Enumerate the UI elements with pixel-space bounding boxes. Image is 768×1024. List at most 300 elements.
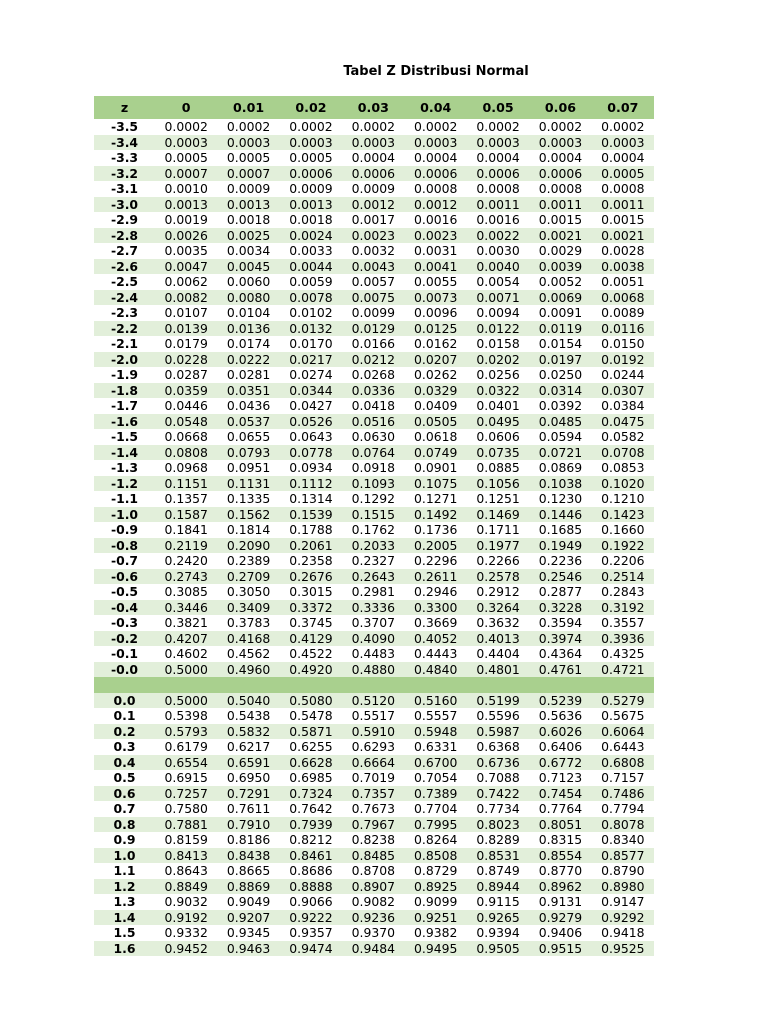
probability-cell: 0.5000 xyxy=(155,693,217,709)
probability-cell: 0.3085 xyxy=(164,584,208,599)
probability-cell: 0.1251 xyxy=(476,491,520,506)
probability-cell: 0.0344 xyxy=(280,383,342,399)
probability-cell: 0.4562 xyxy=(226,646,271,661)
probability-cell: 0.8238 xyxy=(351,832,395,847)
probability-cell: 0.8554 xyxy=(529,848,591,864)
probability-cell: 0.2578 xyxy=(467,569,529,585)
table-row xyxy=(94,832,654,848)
probability-cell: 0.1112 xyxy=(280,476,342,492)
probability-cell: 0.0003 xyxy=(342,135,404,151)
z-value-cell: -0.2 xyxy=(94,631,155,647)
probability-cell: 0.4721 xyxy=(592,662,654,678)
probability-cell: 0.8643 xyxy=(164,863,208,878)
probability-cell: 0.0099 xyxy=(351,305,395,320)
probability-cell: 0.4522 xyxy=(289,646,333,661)
probability-cell: 0.0096 xyxy=(414,305,458,320)
probability-cell: 0.0107 xyxy=(164,305,208,320)
probability-cell: 0.2327 xyxy=(351,553,395,568)
table-row xyxy=(94,522,654,538)
probability-cell: 0.0054 xyxy=(476,274,520,289)
probability-cell: 0.9115 xyxy=(476,894,520,909)
probability-cell: 0.7486 xyxy=(592,786,654,802)
table-row xyxy=(94,476,654,492)
table-body xyxy=(94,119,654,956)
probability-cell: 0.0329 xyxy=(405,383,467,399)
probability-cell: 0.0052 xyxy=(538,274,583,289)
probability-cell: 0.9357 xyxy=(289,925,333,940)
table-row xyxy=(94,119,654,135)
probability-cell: 0.0764 xyxy=(342,445,404,461)
probability-cell: 0.0012 xyxy=(342,197,404,213)
probability-cell: 0.8023 xyxy=(467,817,529,833)
table-row xyxy=(94,724,654,740)
probability-cell: 0.2981 xyxy=(351,584,395,599)
probability-cell: 0.0022 xyxy=(467,228,529,244)
z-value-cell: -3.3 xyxy=(110,150,139,165)
z-value-cell: -1.1 xyxy=(110,491,139,506)
probability-cell: 0.5040 xyxy=(217,693,279,709)
probability-cell: 0.0102 xyxy=(289,305,333,320)
probability-cell: 0.0125 xyxy=(405,321,467,337)
table-row xyxy=(94,243,654,259)
probability-cell: 0.7764 xyxy=(538,801,583,816)
probability-cell: 0.8485 xyxy=(342,848,404,864)
probability-cell: 0.0034 xyxy=(226,243,271,258)
probability-cell: 0.5636 xyxy=(538,708,583,723)
probability-cell: 0.1131 xyxy=(217,476,279,492)
table-row xyxy=(94,662,654,678)
probability-cell: 0.9251 xyxy=(405,910,467,926)
probability-cell: 0.4960 xyxy=(217,662,279,678)
probability-cell: 0.0002 xyxy=(289,119,333,134)
z-value-cell: 0.4 xyxy=(94,755,155,771)
probability-cell: 0.6628 xyxy=(280,755,342,771)
z-value-cell: -1.3 xyxy=(110,460,139,475)
probability-cell: 0.0008 xyxy=(414,181,458,196)
probability-cell: 0.9525 xyxy=(592,941,654,957)
probability-cell: 0.5557 xyxy=(414,708,458,723)
probability-cell: 0.0409 xyxy=(414,398,458,413)
probability-cell: 0.0028 xyxy=(601,243,645,258)
probability-cell: 0.0516 xyxy=(342,414,404,430)
probability-cell: 0.0104 xyxy=(226,305,271,320)
probability-cell: 0.0003 xyxy=(529,135,591,151)
probability-cell: 0.6255 xyxy=(289,739,333,754)
probability-cell: 0.2676 xyxy=(280,569,342,585)
z-value-cell: -1.8 xyxy=(94,383,155,399)
probability-cell: 0.0005 xyxy=(289,150,333,165)
probability-cell: 0.0044 xyxy=(280,259,342,275)
probability-cell: 0.0004 xyxy=(414,150,458,165)
probability-cell: 0.0035 xyxy=(164,243,208,258)
probability-cell: 0.0869 xyxy=(538,460,583,475)
probability-cell: 0.8888 xyxy=(280,879,342,895)
probability-cell: 0.0005 xyxy=(592,166,654,182)
probability-cell: 0.2546 xyxy=(529,569,591,585)
probability-cell: 0.0071 xyxy=(467,290,529,306)
z-value-cell: 0.8 xyxy=(94,817,155,833)
z-value-cell: -1.0 xyxy=(94,507,155,523)
probability-cell: 0.5948 xyxy=(405,724,467,740)
probability-cell: 0.0951 xyxy=(226,460,271,475)
probability-cell: 0.0129 xyxy=(342,321,404,337)
page-title: Tabel Z Distribusi Normal xyxy=(343,64,529,79)
probability-cell: 0.5517 xyxy=(351,708,395,723)
table-row xyxy=(94,553,654,569)
probability-cell: 0.0351 xyxy=(217,383,279,399)
probability-cell: 0.4013 xyxy=(467,631,529,647)
header-cell-z: z xyxy=(94,96,155,119)
probability-cell: 0.1446 xyxy=(529,507,591,523)
probability-cell: 0.0668 xyxy=(164,429,208,444)
probability-cell: 0.0017 xyxy=(351,212,395,227)
table-row xyxy=(94,925,654,941)
table-row xyxy=(94,259,654,275)
probability-cell: 0.9474 xyxy=(280,941,342,957)
probability-cell: 0.0032 xyxy=(351,243,395,258)
z-value-cell: -1.9 xyxy=(110,367,139,382)
z-value-cell: -1.7 xyxy=(110,398,139,413)
table-row xyxy=(94,352,654,368)
probability-cell: 0.0202 xyxy=(467,352,529,368)
z-value-cell: -3.2 xyxy=(94,166,155,182)
probability-cell: 0.0002 xyxy=(476,119,520,134)
probability-cell: 0.9082 xyxy=(351,894,395,909)
table-row xyxy=(94,646,654,662)
probability-cell: 0.0010 xyxy=(164,181,208,196)
probability-cell: 0.8869 xyxy=(217,879,279,895)
probability-cell: 0.3557 xyxy=(601,615,645,630)
table-row xyxy=(94,755,654,771)
probability-cell: 0.5199 xyxy=(467,693,529,709)
probability-cell: 0.8907 xyxy=(342,879,404,895)
probability-cell: 0.1292 xyxy=(351,491,395,506)
probability-cell: 0.0436 xyxy=(226,398,271,413)
probability-cell: 0.6331 xyxy=(414,739,458,754)
probability-cell: 0.0073 xyxy=(405,290,467,306)
table-row xyxy=(94,569,654,585)
probability-cell: 0.0384 xyxy=(601,398,645,413)
z-value-cell: 0.5 xyxy=(113,770,136,785)
probability-cell: 0.6406 xyxy=(538,739,583,754)
z-value-cell: -2.4 xyxy=(94,290,155,306)
probability-cell: 0.7454 xyxy=(529,786,591,802)
probability-cell: 0.4920 xyxy=(280,662,342,678)
probability-cell: 0.3594 xyxy=(538,615,583,630)
table-row xyxy=(94,507,654,523)
probability-cell: 0.0002 xyxy=(414,119,458,134)
probability-cell: 0.0166 xyxy=(351,336,395,351)
probability-cell: 0.0018 xyxy=(226,212,271,227)
table-row xyxy=(94,290,654,306)
probability-cell: 0.5910 xyxy=(342,724,404,740)
probability-cell: 0.9332 xyxy=(164,925,208,940)
probability-cell: 0.0006 xyxy=(280,166,342,182)
probability-cell: 0.0089 xyxy=(601,305,645,320)
probability-cell: 0.0018 xyxy=(289,212,333,227)
probability-cell: 0.6443 xyxy=(601,739,645,754)
probability-cell: 0.0526 xyxy=(280,414,342,430)
probability-cell: 0.0019 xyxy=(164,212,208,227)
table-row xyxy=(94,491,654,507)
z-value-cell: 1.5 xyxy=(113,925,136,940)
probability-cell: 0.9222 xyxy=(280,910,342,926)
probability-cell: 0.0003 xyxy=(405,135,467,151)
probability-cell: 0.0039 xyxy=(529,259,591,275)
probability-cell: 0.0006 xyxy=(405,166,467,182)
probability-cell: 0.0013 xyxy=(217,197,279,213)
probability-cell: 0.0136 xyxy=(217,321,279,337)
probability-cell: 0.1762 xyxy=(351,522,395,537)
table-row xyxy=(94,166,654,182)
probability-cell: 0.5398 xyxy=(164,708,208,723)
probability-cell: 0.5120 xyxy=(342,693,404,709)
probability-cell: 0.7580 xyxy=(164,801,208,816)
probability-cell: 0.0808 xyxy=(155,445,217,461)
probability-cell: 0.2236 xyxy=(538,553,583,568)
probability-cell: 0.9207 xyxy=(217,910,279,926)
probability-cell: 0.0059 xyxy=(289,274,333,289)
probability-cell: 0.6368 xyxy=(476,739,520,754)
probability-cell: 0.4880 xyxy=(342,662,404,678)
probability-cell: 0.9265 xyxy=(467,910,529,926)
probability-cell: 0.0007 xyxy=(155,166,217,182)
z-value-cell: -1.6 xyxy=(94,414,155,430)
probability-cell: 0.7291 xyxy=(217,786,279,802)
probability-cell: 0.0359 xyxy=(155,383,217,399)
probability-cell: 0.3300 xyxy=(405,600,467,616)
probability-cell: 0.3015 xyxy=(289,584,333,599)
probability-cell: 0.7257 xyxy=(155,786,217,802)
section-divider xyxy=(94,677,654,693)
z-value-cell: -0.5 xyxy=(110,584,139,599)
probability-cell: 0.8212 xyxy=(289,832,333,847)
probability-cell: 0.3936 xyxy=(592,631,654,647)
probability-cell: 0.2033 xyxy=(342,538,404,554)
probability-cell: 0.9345 xyxy=(226,925,271,940)
probability-cell: 0.9515 xyxy=(529,941,591,957)
z-value-cell: -2.1 xyxy=(110,336,139,351)
z-value-cell: -3.1 xyxy=(110,181,139,196)
probability-cell: 0.0485 xyxy=(529,414,591,430)
z-value-cell: 0.0 xyxy=(94,693,155,709)
probability-cell: 0.0274 xyxy=(289,367,333,382)
probability-cell: 0.0005 xyxy=(164,150,208,165)
probability-cell: 0.6736 xyxy=(467,755,529,771)
probability-cell: 0.7088 xyxy=(476,770,520,785)
z-value-cell: -0.6 xyxy=(94,569,155,585)
probability-cell: 0.7157 xyxy=(601,770,645,785)
probability-cell: 0.0885 xyxy=(476,460,520,475)
probability-cell: 0.0003 xyxy=(155,135,217,151)
probability-cell: 0.0004 xyxy=(538,150,583,165)
probability-cell: 0.0158 xyxy=(476,336,520,351)
probability-cell: 0.0003 xyxy=(280,135,342,151)
probability-cell: 0.0217 xyxy=(280,352,342,368)
probability-cell: 0.3669 xyxy=(414,615,458,630)
table-row xyxy=(94,305,654,321)
probability-cell: 0.8925 xyxy=(405,879,467,895)
probability-cell: 0.6664 xyxy=(342,755,404,771)
probability-cell: 0.8186 xyxy=(226,832,271,847)
probability-cell: 0.0322 xyxy=(467,383,529,399)
probability-cell: 0.0314 xyxy=(529,383,591,399)
probability-cell: 0.0040 xyxy=(467,259,529,275)
z-value-cell: -2.7 xyxy=(110,243,139,258)
probability-cell: 0.1736 xyxy=(414,522,458,537)
table-row xyxy=(94,631,654,647)
probability-cell: 0.0655 xyxy=(226,429,271,444)
probability-cell: 0.9406 xyxy=(538,925,583,940)
probability-cell: 0.6915 xyxy=(164,770,208,785)
probability-cell: 0.0016 xyxy=(414,212,458,227)
probability-cell: 0.0162 xyxy=(414,336,458,351)
z-value-cell: 1.4 xyxy=(94,910,155,926)
probability-cell: 0.2119 xyxy=(155,538,217,554)
probability-cell: 0.0002 xyxy=(601,119,645,134)
header-cell: 0.06 xyxy=(529,96,591,119)
probability-cell: 0.0005 xyxy=(226,150,271,165)
probability-cell: 0.0006 xyxy=(342,166,404,182)
probability-cell: 0.1151 xyxy=(155,476,217,492)
probability-cell: 0.8770 xyxy=(538,863,583,878)
probability-cell: 0.8686 xyxy=(289,863,333,878)
probability-cell: 0.0075 xyxy=(342,290,404,306)
probability-cell: 0.5000 xyxy=(155,662,217,678)
probability-cell: 0.6950 xyxy=(226,770,271,785)
probability-cell: 0.0139 xyxy=(155,321,217,337)
probability-cell: 0.0006 xyxy=(529,166,591,182)
probability-cell: 0.8461 xyxy=(280,848,342,864)
table-row xyxy=(94,228,654,244)
probability-cell: 0.0934 xyxy=(289,460,333,475)
probability-cell: 0.3707 xyxy=(351,615,395,630)
probability-cell: 0.8708 xyxy=(351,863,395,878)
probability-cell: 0.0630 xyxy=(351,429,395,444)
probability-cell: 0.6772 xyxy=(529,755,591,771)
probability-cell: 0.0003 xyxy=(467,135,529,151)
probability-cell: 0.8729 xyxy=(414,863,458,878)
probability-cell: 0.0080 xyxy=(217,290,279,306)
probability-cell: 0.1357 xyxy=(164,491,208,506)
probability-cell: 0.0495 xyxy=(467,414,529,430)
z-value-cell: 0.1 xyxy=(113,708,136,723)
probability-cell: 0.0548 xyxy=(155,414,217,430)
table-row xyxy=(94,429,654,445)
probability-cell: 0.2912 xyxy=(476,584,520,599)
probability-cell: 0.0192 xyxy=(592,352,654,368)
probability-cell: 0.7910 xyxy=(217,817,279,833)
probability-cell: 0.6554 xyxy=(155,755,217,771)
probability-cell: 0.5871 xyxy=(280,724,342,740)
table-row xyxy=(94,445,654,461)
probability-cell: 0.0287 xyxy=(164,367,208,382)
probability-cell: 0.8944 xyxy=(467,879,529,895)
probability-cell: 0.9484 xyxy=(342,941,404,957)
probability-cell: 0.5160 xyxy=(405,693,467,709)
probability-cell: 0.0256 xyxy=(476,367,520,382)
probability-cell: 0.0606 xyxy=(476,429,520,444)
probability-cell: 0.5987 xyxy=(467,724,529,740)
probability-cell: 0.0004 xyxy=(601,150,645,165)
probability-cell: 0.1038 xyxy=(529,476,591,492)
probability-cell: 0.7995 xyxy=(405,817,467,833)
probability-cell: 0.0025 xyxy=(217,228,279,244)
probability-cell: 0.7422 xyxy=(467,786,529,802)
z-value-cell: -3.5 xyxy=(110,119,139,134)
probability-cell: 0.1660 xyxy=(601,522,645,537)
probability-cell: 0.0222 xyxy=(217,352,279,368)
probability-cell: 0.0009 xyxy=(289,181,333,196)
probability-cell: 0.6808 xyxy=(592,755,654,771)
probability-cell: 0.5438 xyxy=(226,708,271,723)
probability-cell: 0.6179 xyxy=(164,739,208,754)
probability-cell: 0.0749 xyxy=(405,445,467,461)
probability-cell: 0.2090 xyxy=(217,538,279,554)
probability-cell: 0.0721 xyxy=(529,445,591,461)
table-row xyxy=(94,181,654,197)
probability-cell: 0.0002 xyxy=(538,119,583,134)
probability-cell: 0.7881 xyxy=(155,817,217,833)
table-row xyxy=(94,801,654,817)
probability-cell: 0.9032 xyxy=(164,894,208,909)
z-table xyxy=(94,96,654,956)
probability-cell: 0.8078 xyxy=(592,817,654,833)
probability-cell: 0.0174 xyxy=(226,336,271,351)
probability-cell: 0.9418 xyxy=(601,925,645,940)
probability-cell: 0.9505 xyxy=(467,941,529,957)
probability-cell: 0.0015 xyxy=(538,212,583,227)
probability-cell: 0.0008 xyxy=(601,181,645,196)
probability-cell: 0.7734 xyxy=(476,801,520,816)
z-value-cell: -3.0 xyxy=(94,197,155,213)
z-value-cell: -2.9 xyxy=(110,212,139,227)
z-value-cell: 1.0 xyxy=(94,848,155,864)
probability-cell: 0.9236 xyxy=(342,910,404,926)
probability-cell: 0.0024 xyxy=(280,228,342,244)
probability-cell: 0.4325 xyxy=(601,646,645,661)
probability-cell: 0.1539 xyxy=(280,507,342,523)
probability-cell: 0.3783 xyxy=(226,615,271,630)
z-value-cell: 0.6 xyxy=(94,786,155,802)
table-row xyxy=(94,615,654,631)
probability-cell: 0.1562 xyxy=(217,507,279,523)
probability-cell: 0.0013 xyxy=(280,197,342,213)
probability-cell: 0.4404 xyxy=(476,646,520,661)
probability-cell: 0.1977 xyxy=(467,538,529,554)
z-value-cell: 1.2 xyxy=(94,879,155,895)
probability-cell: 0.0043 xyxy=(342,259,404,275)
table-row xyxy=(94,212,654,228)
probability-cell: 0.3974 xyxy=(529,631,591,647)
probability-cell: 0.0643 xyxy=(289,429,333,444)
probability-cell: 0.8962 xyxy=(529,879,591,895)
probability-cell: 0.4168 xyxy=(217,631,279,647)
table-row xyxy=(94,739,654,755)
header-cell: 0.03 xyxy=(342,96,404,119)
probability-cell: 0.0401 xyxy=(476,398,520,413)
table-row xyxy=(94,321,654,337)
header-cell: 0.05 xyxy=(467,96,529,119)
table-row xyxy=(94,197,654,213)
probability-cell: 0.0008 xyxy=(476,181,520,196)
probability-cell: 0.5793 xyxy=(155,724,217,740)
probability-cell: 0.5279 xyxy=(592,693,654,709)
table-row xyxy=(94,786,654,802)
probability-cell: 0.0537 xyxy=(217,414,279,430)
probability-cell: 0.0091 xyxy=(538,305,583,320)
probability-cell: 0.0060 xyxy=(226,274,271,289)
